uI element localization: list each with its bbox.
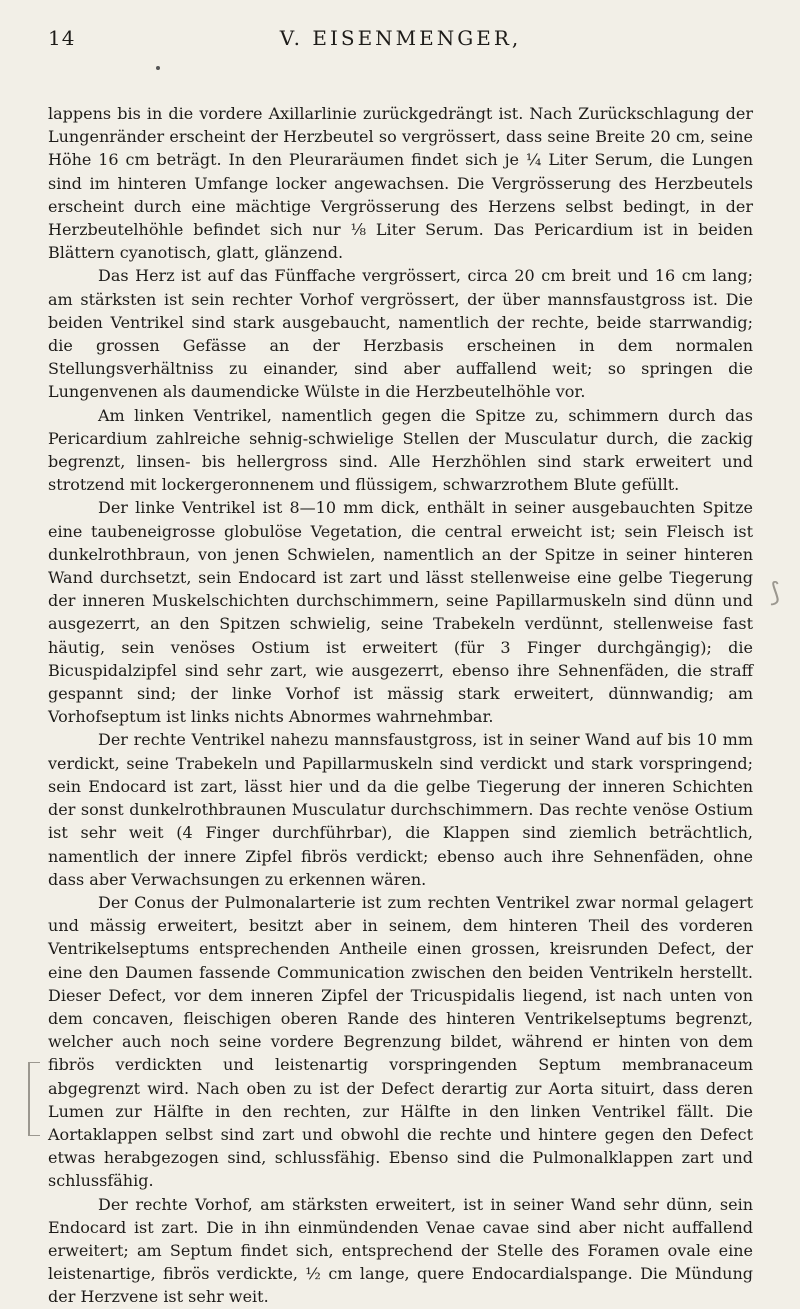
paragraph-1: lappens bis in die vordere Axillarlinie zurückgedrängt ist. Nach Zurückschlagung der Lungenränder erscheint der Herzbeutel so vergrössert, dass seine Breite 20 cm, seine Höhe 16 cm beträgt. In den Pleuraräumen findet sich je ¼ Liter Serum, die Lungen sind im hinteren Umfange locker angewachsen. Die Vergrösserung des Herzbeutels erscheint durch eine mächtige Vergrösserung des Herzens selbst bedingt, in der Herzbeutelhöhle befindet sich nur ⅛ Liter Serum. Das Pericardium ist in beiden Blättern cyanotisch, glatt, glänzend. — [48, 104, 753, 263]
paragraph-3: Am linken Ventrikel, namentlich gegen die Spitze zu, schimmern durch das Pericardium zahlreiche sehnig-schwielige Stellen der Musculatur durch, die zackig begrenzt, linsen- bis hellergross sind. Alle Herzhöhlen sind stark erweitert und strotzend mit lockergeronnenem und flüssigem, schwarzrothem Blute gefüllt. — [48, 405, 753, 495]
paragraph-7: Der rechte Vorhof, am stärksten erweitert, ist in seiner Wand sehr dünn, sein Endocard ist zart. Die in ihn einmündenden Venae cavae sind aber nicht auffallend erweitert; am Septum findet sich, entsprechend der Stelle des Foramen ovale eine leistenartige, fibrös verdickte, ½ cm lange, quere Endocardialspange. Die Mündung der Herzvene ist sehr weit. — [48, 1194, 753, 1307]
running-title: V. EISENMENGER, — [279, 26, 522, 50]
body-text — [48, 102, 753, 1309]
page-number: 14 — [48, 26, 76, 50]
margin-pencil-mark: ⟆ — [770, 578, 781, 608]
paragraph-2: Das Herz ist auf das Fünffache vergrössert, circa 20 cm breit und 16 cm lang; am stärksten ist sein rechter Vorhof vergrössert, der über mannsfaustgross ist. Die beiden Ventrikel sind stark ausgebaucht, namentlich der rechte, beide starrwandig; die grossen Gefässe an der Herzbasis erscheinen in dem normalen Stellungsverhältniss zu einander, sind aber auffallend weit; so springen die Lungenvenen als daumendicke Wülste in die Herzbeutelhöhle vor. — [48, 266, 753, 402]
paragraph-6: Der Conus der Pulmonalarterie ist zum rechten Ventrikel zwar normal gelagert und mässig erweitert, besitzt aber in seinem, dem hinteren Theil des vorderen Ventrikelseptums entsprechenden Antheile einen grossen, kreisrunden Defect, der eine den Daumen fassende Communication zwischen den beiden Ventrikeln herstellt. Dieser Defect, vor dem inneren Zipfel der Tricuspidalis liegend, ist nach unten von dem concaven, fleischigen oberen Rande des hinteren Ventrikelseptums begrenzt, welcher auch noch seine vordere Begrenzung bildet, während er hinten von dem fibrös verdickten und leistenartig vorspringenden Septum membranaceum abgegrenzt wird. Nach oben zu ist der Defect derartig zur Aorta situirt, dass deren Lumen zur Hälfte in den rechten, zur Hälfte in den linken Ventrikel fällt. Die Aortaklappen selbst sind zart und obwohl die rechte und hintere gegen den Defect etwas herabgezogen sind, schlussfähig. Ebenso sind die Pulmonalklappen zart und schlussfähig. — [48, 892, 753, 1191]
paragraph-4: Der linke Ventrikel ist 8—10 mm dick, enthält in seiner ausgebauchten Spitze eine taubeneigrosse globulöse Vegetation, die central erweicht ist; sein Fleisch ist dunkelrothbraun, von jenen Schwielen, namentlich an der Spitze in seiner hinteren Wand durchsetzt, sein Endocard ist zart und lässt stellenweise eine gelbe Tiegerung der inneren Muskelschichten durchschimmern, seine Papillarmuskeln sind dünn und ausgezerrt, an den Spitzen schwielig, seine Trabekeln verdünnt, stellenweise fast häutig, sein venöses Ostium ist erweitert (für 3 Finger durchgängig); die Bicuspidalzipfel sind sehr zart, wie ausgezerrt, ebenso ihre Sehnenfäden, die straff gespannt sind; der linke Vorhof ist mässig stark erweitert, dünnwandig; am Vorhofseptum ist links nichts Abnormes wahrnehmbar. — [48, 498, 753, 727]
paragraph-5: Der rechte Ventrikel nahezu mannsfaustgross, ist in seiner Wand auf bis 10 mm verdickt, seine Trabekeln und Papillarmuskeln sind verdickt und stark vorspringend; sein Endocard ist zart, lässt hier und da die gelbe Tiegerung der inneren Schichten der sonst dunkelrothbraunen Musculatur durchschimmern. Das rechte venöse Ostium ist sehr weit (4 Finger durchführbar), die Klappen sind ziemlich beträchtlich, namentlich der innere Zipfel fibrös verdickt; ebenso auch ihre Sehnenfäden, ohne dass aber Verwachsungen zu erkennen wären. — [48, 730, 753, 889]
ink-dot-mark — [156, 66, 160, 70]
margin-bracket-mark — [28, 1062, 40, 1136]
running-header — [48, 26, 753, 56]
page — [48, 26, 753, 1309]
